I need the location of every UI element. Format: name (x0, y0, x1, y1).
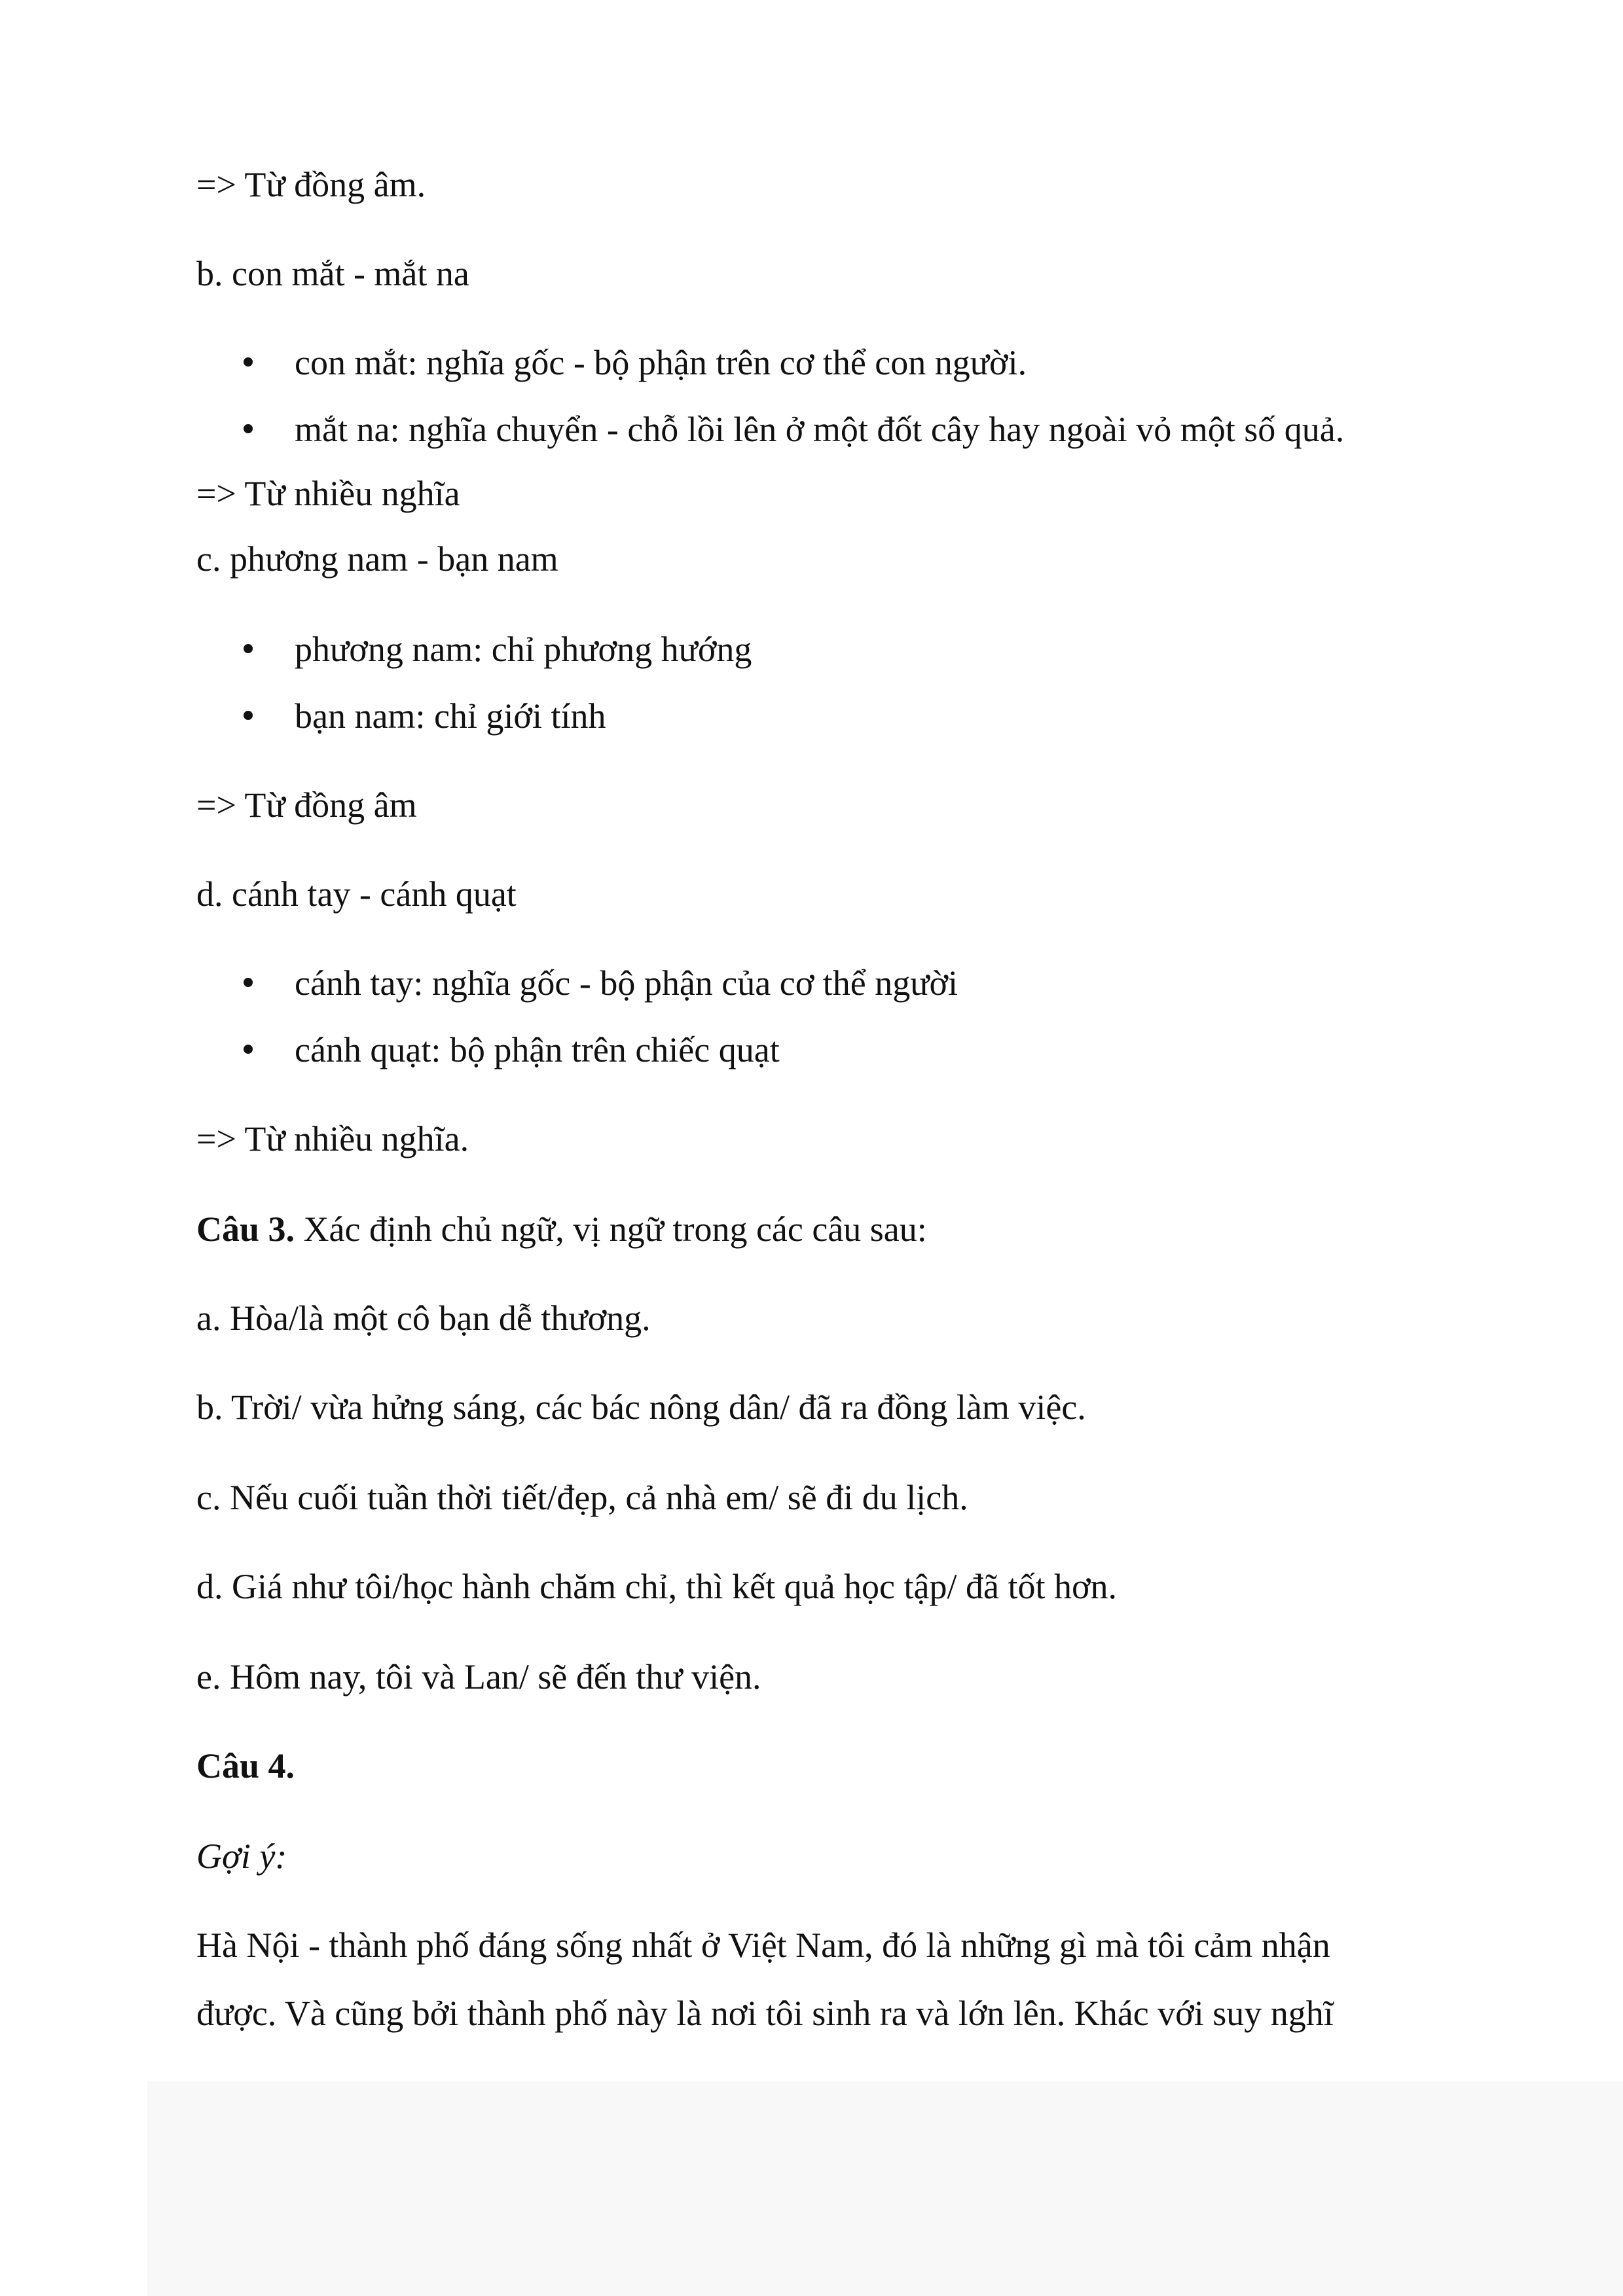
paragraph-line: được. Và cũng bởi thành phố này là nơi tôi sinh ra và lớn lên. Khác với suy nghĩ (196, 1994, 1334, 2033)
item-d-heading: d. cánh tay - cánh quạt (196, 874, 517, 914)
list-item-text: mắt na: nghĩa chuyển - chỗ lồi lên ở một đốt cây hay ngoài vỏ một số quả. (295, 410, 1345, 449)
conclusion-d: => Từ nhiều nghĩa. (196, 1119, 469, 1158)
item-b-heading: b. con mắt - mắt na (196, 254, 469, 293)
list-item-text: con mắt: nghĩa gốc - bộ phận trên cơ thể con người. (295, 343, 1027, 382)
list-item-text: cánh quạt: bộ phận trên chiếc quạt (295, 1030, 780, 1069)
list-item-text: cánh tay: nghĩa gốc - bộ phận của cơ thể người (295, 963, 958, 1003)
question-3-prompt: Xác định chủ ngữ, vị ngữ trong các câu sau: (295, 1210, 927, 1249)
answer-line: c. Nếu cuối tuần thời tiết/đẹp, cả nhà em/ sẽ đi du lịch. (196, 1478, 968, 1517)
bullet-icon (244, 1045, 253, 1054)
hint-label: Gợi ý: (196, 1837, 287, 1876)
answer-line: b. Trời/ vừa hửng sáng, các bác nông dân/ đã ra đồng làm việc. (196, 1388, 1086, 1427)
bullet-icon (244, 357, 253, 367)
bullet-icon (244, 978, 253, 987)
paragraph-line: Hà Nội - thành phố đáng sống nhất ở Việt Nam, đó là những gì mà tôi cảm nhận (196, 1926, 1330, 1965)
item-c-heading: c. phương nam - bạn nam (196, 539, 558, 579)
answer-line: d. Giá như tôi/học hành chăm chỉ, thì kết quả học tập/ đã tốt hơn. (196, 1567, 1118, 1606)
bullet-icon (244, 644, 253, 653)
question-3-label: Câu 3. (196, 1210, 295, 1249)
answer-line: e. Hôm nay, tôi và Lan/ sẽ đến thư viện. (196, 1657, 761, 1696)
bullet-icon (244, 711, 253, 720)
list-item-text: phương nam: chỉ phương hướng (295, 630, 752, 669)
page-footer-shade (147, 2081, 1623, 2296)
question-4-heading: Câu 4. (196, 1746, 295, 1785)
answer-line: a. Hòa/là một cô bạn dễ thương. (196, 1299, 651, 1338)
question-3-heading (196, 1208, 927, 1250)
list-item-text: bạn nam: chỉ giới tính (295, 696, 606, 736)
conclusion-a: => Từ đồng âm. (196, 165, 426, 204)
conclusion-c: => Từ đồng âm (196, 785, 417, 825)
bullet-icon (244, 424, 253, 433)
conclusion-b: => Từ nhiều nghĩa (196, 474, 460, 513)
